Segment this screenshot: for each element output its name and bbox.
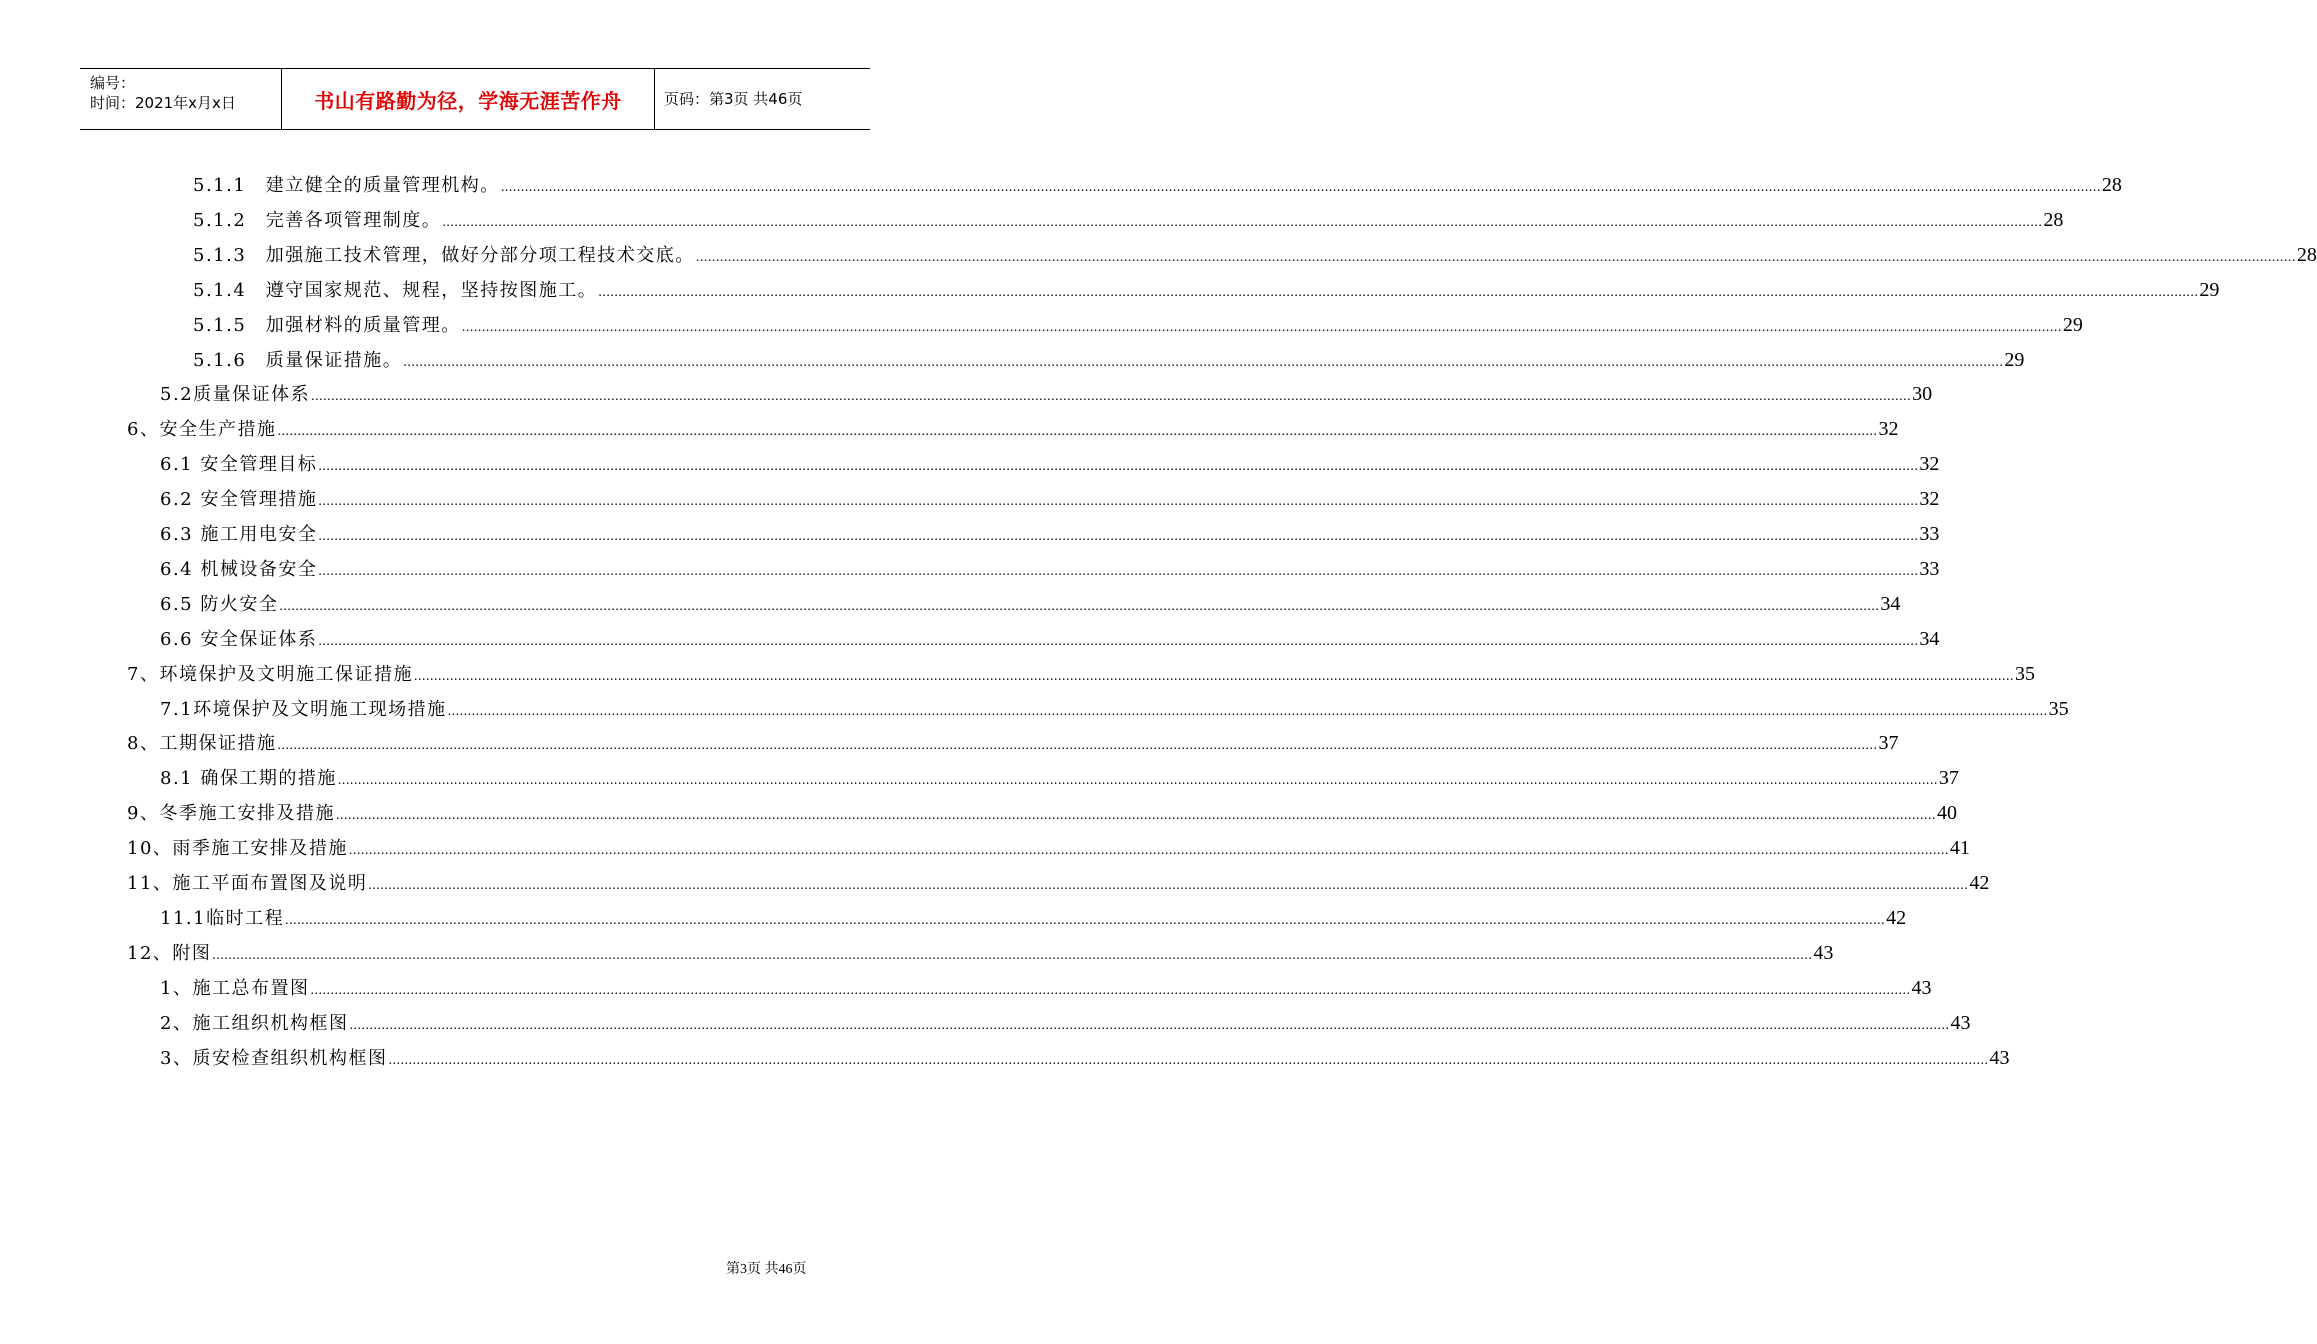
toc-entry[interactable] (127, 730, 1899, 756)
toc-entry-label: 6.3 施工用电安全 (160, 524, 318, 545)
toc-entry[interactable] (160, 486, 1940, 512)
toc-entry-page: 43 (1989, 1046, 2010, 1069)
toc-leader-dots: ................................................................................................................................................................................................................................................................................................................................................................................................................ (212, 947, 1813, 963)
page-header (80, 68, 870, 130)
toc-entry-page: 32 (1919, 488, 1940, 511)
toc-entry-label: 5.1.4 遵守国家规范、规程，坚持按图施工。 (193, 279, 598, 301)
toc-leader-dots: ................................................................................................................................................................................................................................................................................................................................................................................................................ (318, 563, 1919, 579)
header-left-info (90, 73, 236, 113)
toc-entry[interactable] (160, 381, 1933, 407)
toc-entry[interactable] (160, 696, 2069, 722)
toc-entry-page: 28 (2101, 174, 2122, 196)
toc-entry[interactable] (160, 1045, 2010, 1071)
toc-entry-label: 12、附图 (127, 942, 212, 964)
toc-leader-dots: ................................................................................................................................................................................................................................................................................................................................................................................................................ (285, 912, 1886, 928)
header-page-number: 页码：第3页 共46页 (664, 90, 803, 108)
toc-entry-label: 11.1临时工程 (160, 907, 285, 929)
toc-leader-dots: ................................................................................................................................................................................................................................................................................................................................................................................................................ (403, 354, 2004, 370)
document-number-label: 编号： (90, 74, 136, 92)
toc-entry-page: 35 (2048, 697, 2069, 720)
toc-entry-label: 10、雨季施工安排及措施 (127, 838, 348, 860)
footer-page-number: 第3页 共46页 (726, 1262, 807, 1277)
toc-leader-dots: ................................................................................................................................................................................................................................................................................................................................................................................................................ (318, 494, 1919, 510)
toc-entry-label: 5.1.1 建立健全的质量管理机构。 (193, 175, 500, 196)
toc-entry[interactable] (160, 905, 1907, 931)
toc-entry-label: 6.4 机械设备安全 (160, 558, 318, 580)
toc-entry-label: 6.5 防火安全 (160, 593, 279, 615)
header-motto: 书山有路勤为径，学海无涯苦作舟 (314, 88, 622, 113)
toc-leader-dots: ................................................................................................................................................................................................................................................................................................................................................................................................................ (500, 180, 2101, 195)
toc-entry-label: 2、施工组织机构框图 (160, 1012, 349, 1034)
toc-leader-dots: ................................................................................................................................................................................................................................................................................................................................................................................................................ (279, 598, 1880, 614)
toc-entry-label: 1、施工总布置图 (160, 977, 310, 999)
toc-entry-label: 6.2 安全管理措施 (160, 489, 318, 511)
toc-entry[interactable] (193, 277, 2220, 303)
toc-entry-page: 34 (1880, 592, 1901, 615)
toc-leader-dots: ................................................................................................................................................................................................................................................................................................................................................................................................................ (348, 843, 1949, 859)
toc-entry-page: 37 (1878, 732, 1899, 755)
toc-entry[interactable] (160, 765, 1959, 791)
toc-entry[interactable] (160, 975, 1932, 1001)
toc-entry[interactable] (193, 312, 2083, 338)
toc-leader-dots: ................................................................................................................................................................................................................................................................................................................................................................................................................ (318, 633, 1919, 649)
toc-entry-page: 32 (1878, 418, 1899, 441)
toc-leader-dots: ................................................................................................................................................................................................................................................................................................................................................................................................................ (311, 389, 1912, 405)
toc-entry-page: 42 (1886, 906, 1907, 929)
toc-entry-label: 7.1环境保护及文明施工现场措施 (160, 698, 447, 720)
toc-entry[interactable] (127, 800, 1957, 826)
toc-entry[interactable] (127, 835, 1970, 861)
toc-entry[interactable] (193, 172, 2122, 198)
toc-entry-page: 28 (2043, 208, 2064, 231)
toc-entry-label: 6.1 安全管理目标 (160, 454, 318, 476)
toc-leader-dots: ................................................................................................................................................................................................................................................................................................................................................................................................................ (318, 459, 1919, 475)
toc-entry-page: 29 (2004, 348, 2025, 371)
toc-entry[interactable] (160, 626, 1940, 652)
toc-leader-dots: ................................................................................................................................................................................................................................................................................................................................................................................................................ (310, 982, 1911, 998)
toc-entry[interactable] (160, 591, 1901, 617)
toc-entry-page: 40 (1936, 802, 1957, 825)
toc-entry-label: 8、工期保证措施 (127, 733, 277, 755)
toc-entry-page: 30 (1912, 383, 1933, 406)
toc-entry-label: 5.1.5 加强材料的质量管理。 (193, 314, 461, 336)
toc-entry-page: 28 (2296, 243, 2317, 266)
toc-leader-dots: ................................................................................................................................................................................................................................................................................................................................................................................................................ (461, 319, 2062, 335)
toc-leader-dots: ................................................................................................................................................................................................................................................................................................................................................................................................................ (413, 668, 2014, 684)
toc-entry[interactable] (193, 242, 2317, 268)
toc-leader-dots: ................................................................................................................................................................................................................................................................................................................................................................................................................ (318, 529, 1919, 544)
toc-entry[interactable] (160, 1010, 1971, 1036)
toc-entry[interactable] (127, 416, 1899, 442)
toc-leader-dots: ................................................................................................................................................................................................................................................................................................................................................................................................................ (277, 424, 1878, 440)
header-divider (654, 69, 655, 129)
toc-entry[interactable] (193, 347, 2025, 373)
toc-entry[interactable] (127, 940, 1834, 966)
toc-entry-label: 7、环境保护及文明施工保证措施 (127, 663, 413, 685)
toc-leader-dots: ................................................................................................................................................................................................................................................................................................................................................................................................................ (447, 703, 2048, 719)
toc-entry-page: 29 (2062, 313, 2083, 336)
toc-entry-page: 43 (1813, 941, 1834, 964)
toc-entry[interactable] (160, 556, 1940, 582)
toc-entry-page: 33 (1919, 557, 1940, 580)
toc-entry-label: 5.1.3 加强施工技术管理，做好分部分项工程技术交底。 (193, 244, 695, 266)
toc-entry[interactable] (160, 451, 1940, 477)
toc-entry-label: 5.2质量保证体系 (160, 384, 311, 406)
toc-entry-label: 6、安全生产措施 (127, 419, 277, 441)
toc-leader-dots: ................................................................................................................................................................................................................................................................................................................................................................................................................ (349, 1017, 1950, 1033)
toc-leader-dots: ................................................................................................................................................................................................................................................................................................................................................................................................................ (277, 738, 1878, 754)
toc-entry-page: 37 (1938, 767, 1959, 790)
toc-entry-page: 34 (1919, 627, 1940, 650)
toc-leader-dots: ................................................................................................................................................................................................................................................................................................................................................................................................................ (442, 214, 2043, 230)
toc-leader-dots: ................................................................................................................................................................................................................................................................................................................................................................................................................ (695, 249, 2296, 265)
toc-leader-dots: ................................................................................................................................................................................................................................................................................................................................................................................................................ (368, 878, 1969, 893)
document-time-label: 时间：2021年x月x日 (90, 94, 236, 112)
toc-entry-label: 5.1.6 质量保证措施。 (193, 349, 403, 371)
toc-entry-label: 9、冬季施工安排及措施 (127, 803, 335, 825)
toc-entry[interactable] (127, 661, 2035, 687)
toc-entry-label: 11、施工平面布置图及说明 (127, 873, 368, 894)
toc-leader-dots: ................................................................................................................................................................................................................................................................................................................................................................................................................ (335, 808, 1936, 824)
toc-entry-page: 35 (2014, 662, 2035, 685)
toc-entry[interactable] (193, 207, 2064, 233)
toc-entry[interactable] (127, 870, 1990, 896)
toc-leader-dots: ................................................................................................................................................................................................................................................................................................................................................................................................................ (598, 284, 2199, 300)
toc-entry-page: 41 (1949, 837, 1970, 860)
toc-entry-page: 42 (1969, 872, 1990, 894)
toc-entry-page: 33 (1919, 523, 1940, 545)
toc-entry-page: 43 (1911, 976, 1932, 999)
toc-leader-dots: ................................................................................................................................................................................................................................................................................................................................................................................................................ (337, 773, 1938, 789)
toc-entry-label: 6.6 安全保证体系 (160, 628, 318, 650)
toc-leader-dots: ................................................................................................................................................................................................................................................................................................................................................................................................................ (388, 1052, 1989, 1068)
toc-entry[interactable] (160, 521, 1940, 547)
toc-entry-page: 29 (2199, 278, 2220, 301)
toc-entry-label: 5.1.2 完善各项管理制度。 (193, 209, 442, 231)
toc-entry-page: 32 (1919, 453, 1940, 476)
toc-entry-page: 43 (1950, 1011, 1971, 1034)
toc-entry-label: 3、质安检查组织机构框图 (160, 1047, 388, 1069)
toc-entry-label: 8.1 确保工期的措施 (160, 768, 337, 790)
